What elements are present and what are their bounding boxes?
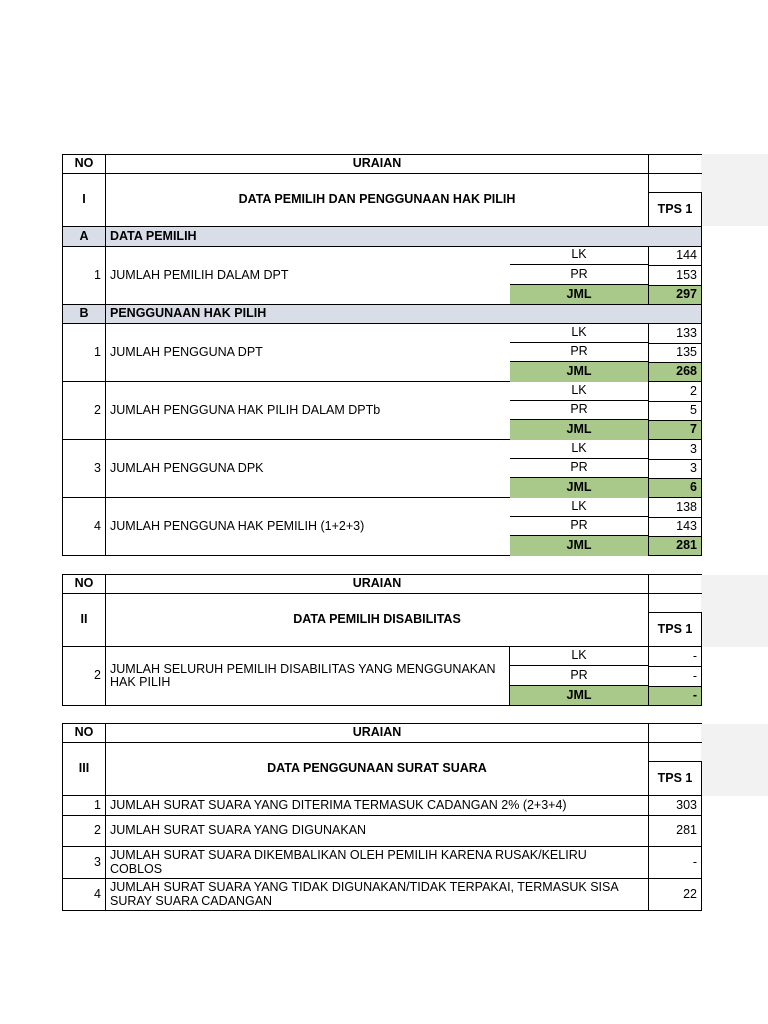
lk-label: LK <box>510 246 648 265</box>
row-no: 2 <box>62 381 106 440</box>
header-value-col <box>648 574 702 594</box>
header-value-col <box>648 723 702 743</box>
table-pemilih-disabilitas <box>62 574 702 706</box>
row-no: 4 <box>62 878 106 911</box>
row-label: JUMLAH PENGGUNA HAK PILIH DALAM DPTb <box>105 381 510 440</box>
table-penggunaan-surat-suara <box>62 723 702 911</box>
section-title: DATA PENGGUNAAN SURAT SUARA <box>105 742 649 796</box>
jml-label: JML <box>510 420 648 440</box>
row-label: JUMLAH SURAT SUARA DIKEMBALIKAN OLEH PEMILIH KARENA RUSAK/KELIRU COBLOS <box>105 846 649 879</box>
side-panel <box>701 724 768 796</box>
section-title: DATA PEMILIH DAN PENGGUNAAN HAK PILIH <box>105 173 649 227</box>
jml-label: JML <box>510 536 648 556</box>
jml-label: JML <box>510 686 648 706</box>
jml-value: 268 <box>648 362 702 382</box>
row-no: 1 <box>62 795 106 816</box>
row-no: 2 <box>62 646 106 706</box>
row-label: JUMLAH SURAT SUARA YANG DIGUNAKAN <box>105 815 649 847</box>
header-uraian: URAIAN <box>105 723 649 743</box>
row-no: 1 <box>62 323 106 382</box>
lk-label: LK <box>510 646 648 666</box>
pr-label: PR <box>510 666 648 686</box>
tps-header: TPS 1 <box>648 192 702 227</box>
row-label: JUMLAH SURAT SUARA YANG TIDAK DIGUNAKAN/TIDAK TERPAKAI, TERMASUK SISA SURAY SUARA CADANGAN <box>105 878 649 911</box>
table-data-pemilih <box>62 154 702 556</box>
lk-value: 3 <box>648 439 702 460</box>
lk-label: LK <box>510 497 648 517</box>
row-value: 22 <box>648 878 702 911</box>
jml-value: - <box>648 686 702 706</box>
header-no: NO <box>62 723 106 743</box>
pr-value: - <box>648 666 702 687</box>
side-panel <box>701 154 768 226</box>
lk-value: 133 <box>648 323 702 344</box>
row-no: 2 <box>62 815 106 847</box>
group-a-no: A <box>62 226 106 247</box>
lk-label: LK <box>510 439 648 459</box>
row-value: - <box>648 846 702 879</box>
jml-value: 7 <box>648 420 702 440</box>
lk-value: - <box>648 646 702 667</box>
row-no: 1 <box>62 246 106 305</box>
group-b-title: PENGGUNAAN HAK PILIH <box>105 304 702 324</box>
pr-value: 5 <box>648 401 702 421</box>
jml-label: JML <box>510 478 648 498</box>
pr-label: PR <box>510 401 648 420</box>
row-label: JUMLAH SELURUH PEMILIH DISABILITAS YANG MENGGUNAKAN HAK PILIH <box>105 646 510 706</box>
pr-label: PR <box>510 459 648 478</box>
pr-value: 143 <box>648 517 702 537</box>
group-a-title: DATA PEMILIH <box>105 226 702 247</box>
section-no: III <box>62 742 106 796</box>
pr-label: PR <box>510 265 648 285</box>
header-value-col <box>648 154 702 174</box>
lk-label: LK <box>510 381 648 401</box>
section-no: II <box>62 593 106 647</box>
jml-label: JML <box>510 285 648 305</box>
tps-header: TPS 1 <box>648 612 702 647</box>
header-no: NO <box>62 154 106 174</box>
lk-value: 144 <box>648 246 702 266</box>
row-label: JUMLAH PEMILIH DALAM DPT <box>105 246 510 305</box>
row-no: 3 <box>62 439 106 498</box>
group-b-no: B <box>62 304 106 324</box>
header-no: NO <box>62 574 106 594</box>
row-value: 281 <box>648 815 702 847</box>
jml-value: 6 <box>648 478 702 498</box>
header-uraian: URAIAN <box>105 574 649 594</box>
pr-label: PR <box>510 343 648 362</box>
row-label: JUMLAH SURAT SUARA YANG DITERIMA TERMASUK CADANGAN 2% (2+3+4) <box>105 795 649 816</box>
lk-value: 138 <box>648 497 702 518</box>
row-no: 4 <box>62 497 106 556</box>
tps-header: TPS 1 <box>648 761 702 796</box>
header-uraian: URAIAN <box>105 154 649 174</box>
lk-value: 2 <box>648 381 702 402</box>
section-no: I <box>62 173 106 227</box>
row-no: 3 <box>62 846 106 879</box>
pr-label: PR <box>510 517 648 536</box>
jml-label: JML <box>510 362 648 382</box>
row-label: JUMLAH PENGGUNA HAK PEMILIH (1+2+3) <box>105 497 510 556</box>
lk-label: LK <box>510 323 648 343</box>
side-panel <box>701 575 768 647</box>
pr-value: 135 <box>648 343 702 363</box>
pr-value: 3 <box>648 459 702 479</box>
row-label: JUMLAH PENGGUNA DPK <box>105 439 510 498</box>
row-value: 303 <box>648 795 702 816</box>
jml-value: 297 <box>648 285 702 305</box>
pr-value: 153 <box>648 265 702 286</box>
section-title: DATA PEMILIH DISABILITAS <box>105 593 649 647</box>
jml-value: 281 <box>648 536 702 556</box>
row-label: JUMLAH PENGGUNA DPT <box>105 323 510 382</box>
